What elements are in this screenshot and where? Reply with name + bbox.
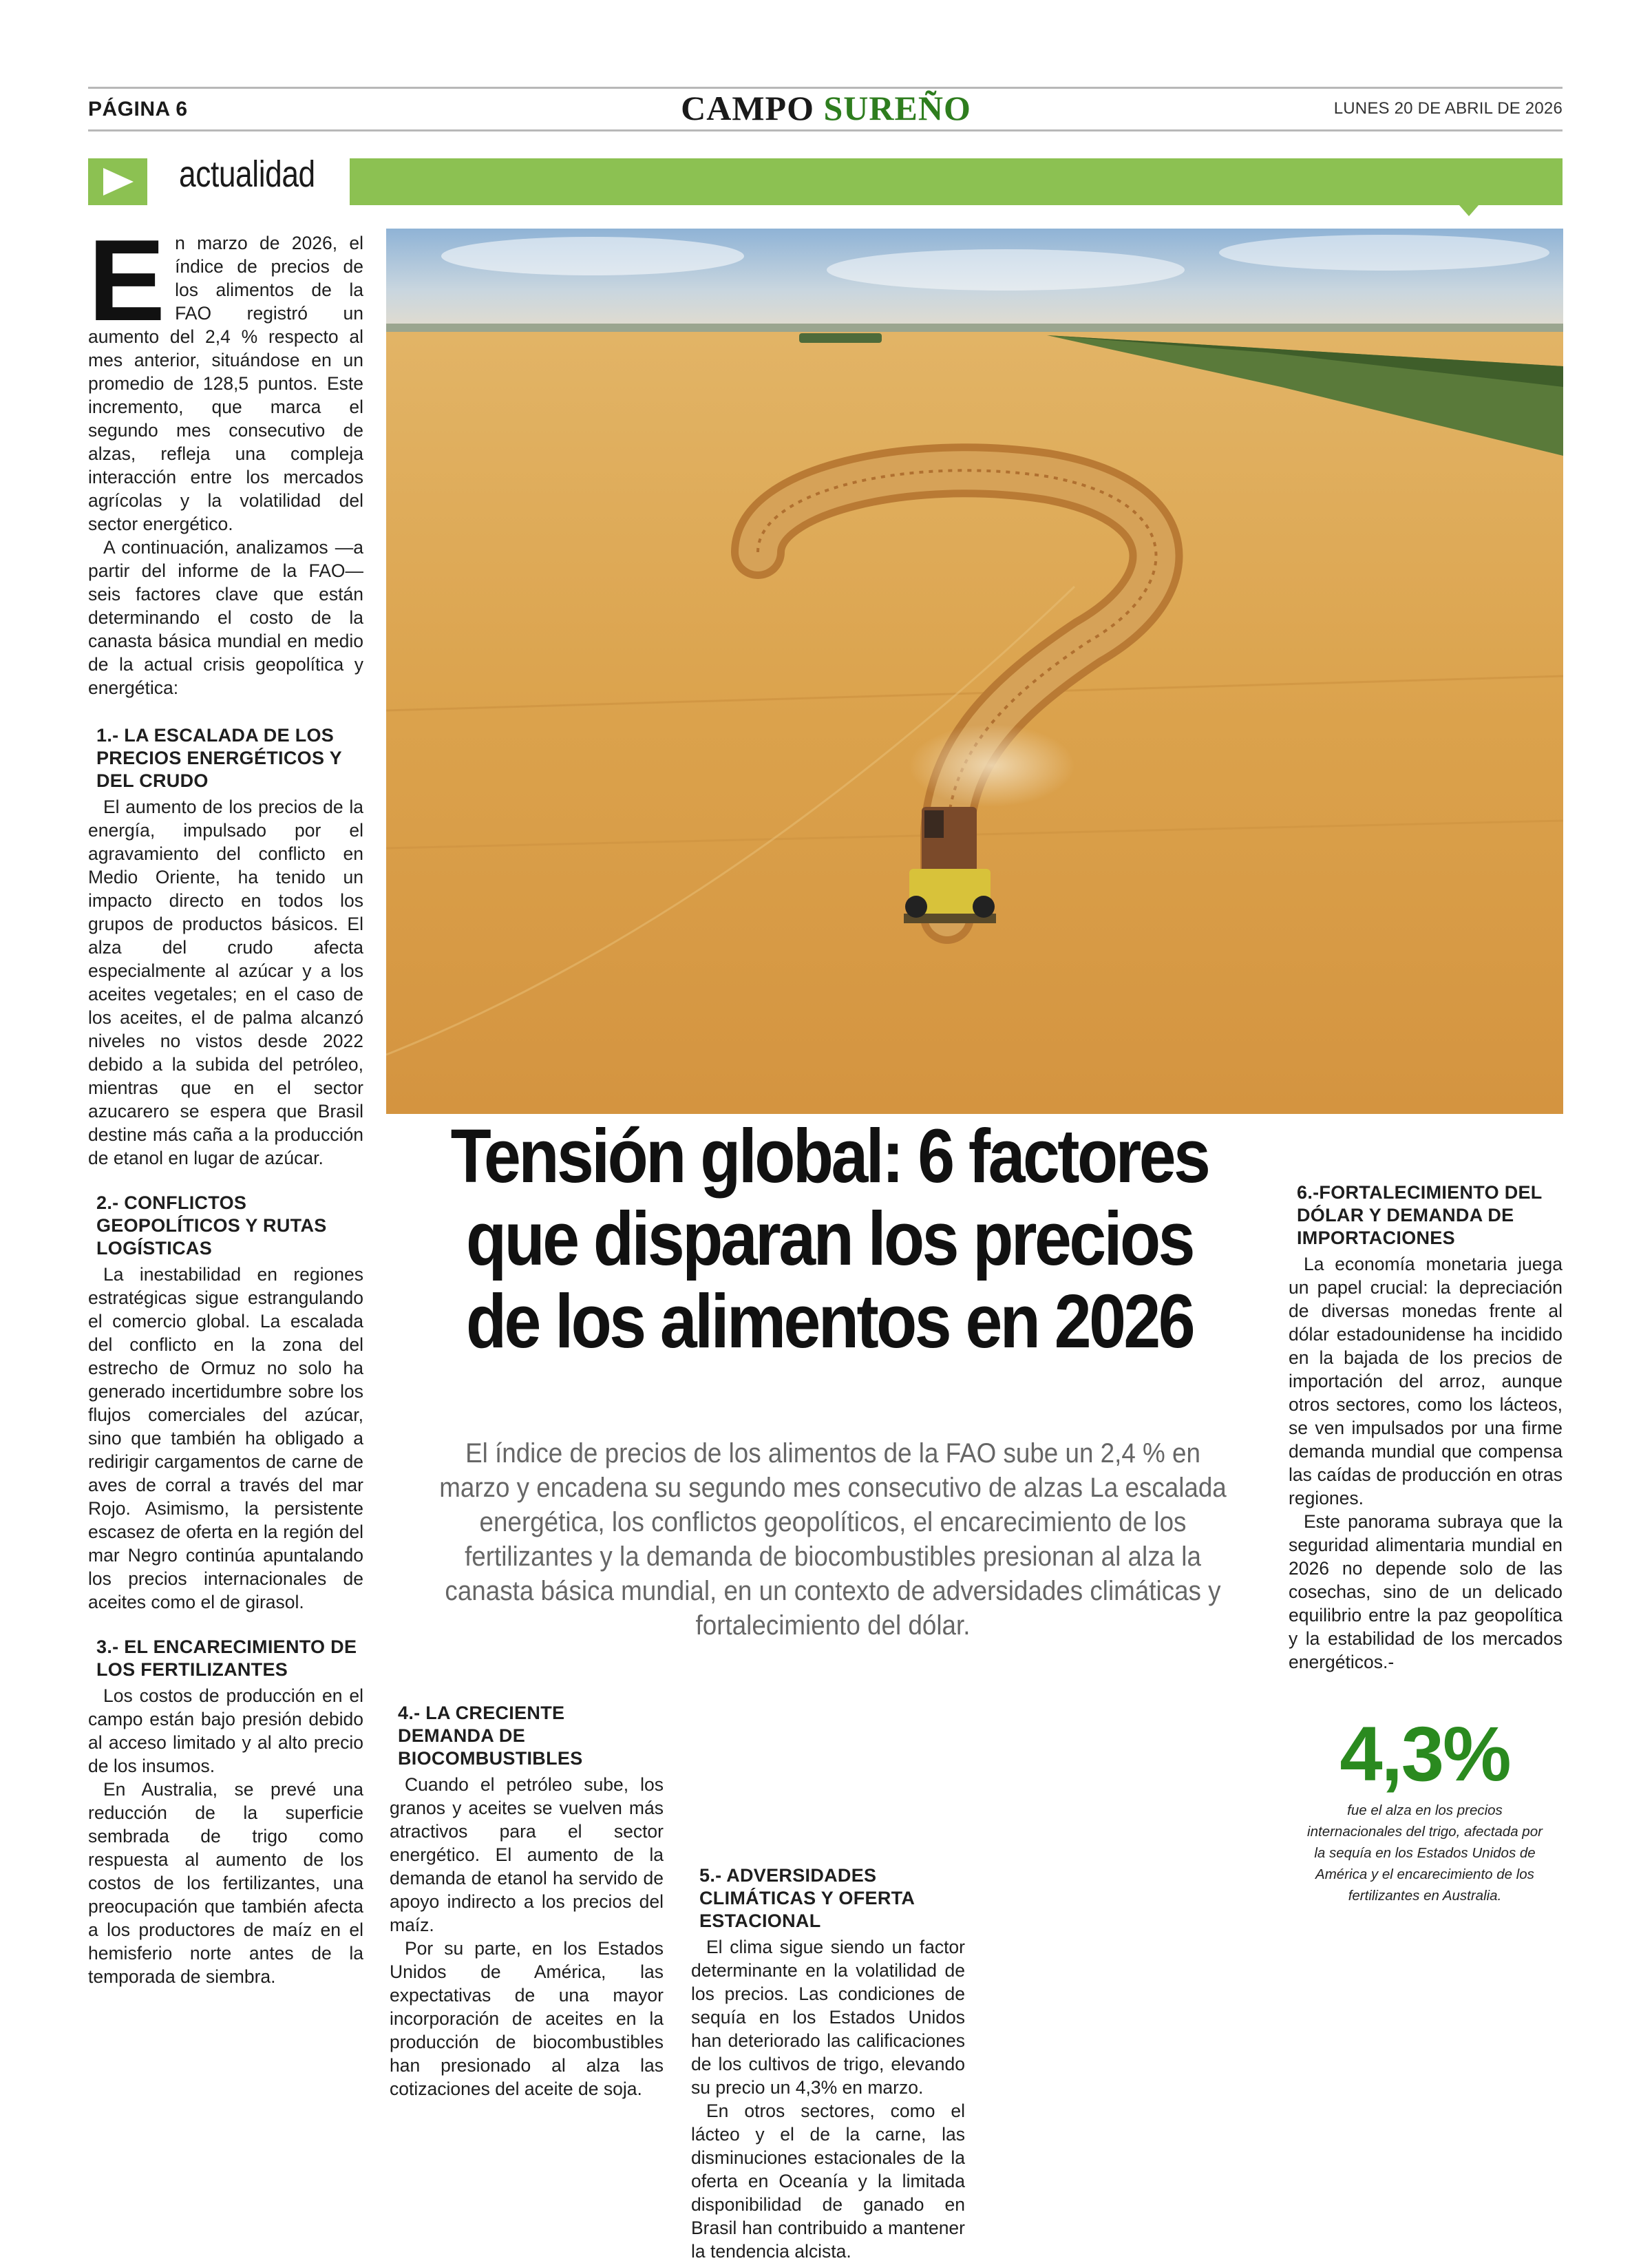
- wheat-field-photo: [386, 229, 1563, 1114]
- subhead-2: 2.- CONFLICTOS GEOPOLÍTICOS Y RUTAS LOGÍSTICAS: [96, 1192, 327, 1259]
- header-bottom-rule: [88, 129, 1563, 131]
- factor-6-paragraph-a: La economía monetaria juega un papel crucial: la depreciación de diversas monedas frente al dólar estadounidense ha incidido en la bajada de los precios de importación del arroz, aunque otros sectores, como los lácteos, se ven impulsados por una firme demanda mundial que compensa las caídas de producción en otras regiones.: [1289, 1254, 1563, 1508]
- section-marker: [88, 158, 147, 205]
- masthead-sureno: SUREÑO: [823, 89, 971, 127]
- column-5-spacer: [691, 1702, 965, 1842]
- subhead-5: 5.- ADVERSIDADES CLIMÁTICAS Y OFERTA ESTACIONAL: [699, 1865, 915, 1931]
- factor-6-paragraph-b: Este panorama subraya que la seguridad alimentaria mundial en 2026 no depende solo de las cosechas, sino de un delicado equilibrio entre la paz geopolítica y la estabilidad de los mercados energéticos.-: [1289, 1511, 1563, 1672]
- section-bar: [350, 158, 1563, 205]
- page-number: PÁGINA 6: [88, 98, 188, 120]
- article-headline: Tensión global: 6 factores que disparan los precios de los alimentos en 2026: [450, 1114, 1209, 1364]
- masthead-campo: CAMPO: [681, 89, 814, 127]
- factor-1-paragraph: El aumento de los precios de la energía, impulsado por el agravamiento del conflicto en Medio Oriente, ha tenido un impacto directo en todos los grupos de productos básicos. El alza del crudo afecta especialmente al azúcar y a los aceites vegetales; en el caso de los aceites, el de palma alcanzó niveles no vistos desde 2022 debido a la subida del petróleo, mientras que en el sector azucarero se espera que Brasil destine más caña a la producción de etanol en lugar de azúcar.: [88, 797, 363, 1168]
- subhead-3: 3.- EL ENCARECIMIENTO DE LOS FERTILIZANTES: [96, 1636, 357, 1680]
- article-column-4: [390, 1702, 664, 2101]
- factor-5-paragraph-b: En otros sectores, como el lácteo y el de la carne, las disminuciones estacionales de la oferta en Oceanía y la limitada disponibilidad de ganado en Brasil han contribuido a mantener la tendencia alcista.: [691, 2101, 965, 2262]
- intro-text: n marzo de 2026, el índice de precios de los alimentos de la FAO registró un aumento del 2,4 % respecto al mes anterior, situándose en un promedio de 128,5 puntos. Este incremento, que marca el segundo mes consecutivo de alzas, refleja una compleja interacción entre los mercados agrícolas y la volatilidad del sector energético.: [88, 233, 363, 534]
- factor-3-paragraph-a: Los costos de producción en el campo están bajo presión debido al acceso limitado y al alto precio de los insumos.: [88, 1685, 363, 1776]
- article-column-6: [1289, 1181, 1563, 1674]
- factor-3-paragraph-b: En Australia, se prevé una reducción de la superficie sembrada de trigo como respuesta al aumento de los costos de los fertilizantes, una preocupación que también afecta a los productores de maíz en el hemisferio norte antes de la temporada de siembra.: [88, 1779, 363, 1987]
- section-label: actualidad: [179, 154, 315, 195]
- subhead-4: 4.- LA CRECIENTE DEMANDA DE BIOCOMBUSTIBLES: [398, 1703, 583, 1769]
- article-subheadline: El índice de precios de los alimentos de la FAO sube un 2,4 % en marzo y encadena su segundo mes consecutivo de alzas La escalada energética, los conflictos geopolíticos, el encarecimiento de los fertilizantes y la demanda de biocombustibles presionan al alza la canasta básica mundial, en un contexto de adversidades climáticas y fortalecimiento del dólar.: [439, 1438, 1227, 1641]
- factor-4-paragraph-a: Cuando el petróleo sube, los granos y aceites se vuelven más atractivos para el sector energético. El aumento de la demanda de etanol ha servido de apoyo indirecto a los precios del maíz.: [390, 1774, 664, 1935]
- intro-paragraph-2: A continuación, analizamos —a partir del informe de la FAO— seis factores clave que están determinando el costo de la canasta básica mundial en medio de la actual crisis geopolítica y energética:: [88, 537, 363, 698]
- masthead: [482, 88, 1170, 128]
- question-mark-harvest-image: [386, 229, 1563, 1114]
- article-column-1: [88, 215, 363, 1988]
- factor-4-paragraph-b: Por su parte, en los Estados Unidos de América, las expectativas de una mayor incorporación de aceites en la producción de biocombustibles han presionado al alza las cotizaciones del aceite de soja.: [390, 1938, 664, 2099]
- issue-date: LUNES 20 DE ABRIL DE 2026: [1333, 99, 1563, 118]
- factor-5-paragraph-a: El clima sigue siendo un factor determinante en la volatilidad de los precios. Las condiciones de sequía en los Estados Unidos han deteriorado las calificaciones de los cultivos de trigo, elevando su precio un 4,3% en marzo.: [691, 1937, 965, 2098]
- factor-2-paragraph: La inestabilidad en regiones estratégicas sigue estrangulando el comercio global. La escalada del conflicto en la zona del estrecho de Ormuz no solo ha generado incertidumbre sobre los flujos comerciales del azúcar, sino que también ha obligado a redirigir cargamentos de carne de aves de corral a través del mar Rojo. Asimismo, la persistente escasez de oferta en la región del mar Negro continúa apuntalando los precios internacionales de aceites como el de girasol.: [88, 1264, 363, 1612]
- section-bar-notch: [1459, 205, 1479, 216]
- article-column-5: [691, 1702, 965, 2263]
- stat-value: 4,3%: [1339, 1711, 1510, 1797]
- play-triangle-icon: [103, 168, 134, 196]
- subhead-6: 6.-FORTALECIMIENTO DEL DÓLAR Y DEMANDA DE IMPORTACIONES: [1297, 1182, 1543, 1248]
- drop-cap: E: [88, 215, 166, 345]
- subhead-1: 1.- LA ESCALADA DE LOS PRECIOS ENERGÉTICOS Y DEL CRUDO: [96, 725, 342, 791]
- stat-caption: fue el alza en los precios internacionales del trigo, afectada por la sequía en los Estados Unidos de América y el encarecimiento de los fertilizantes en Australia.: [1307, 1802, 1543, 1904]
- intro-paragraph: [88, 215, 363, 536]
